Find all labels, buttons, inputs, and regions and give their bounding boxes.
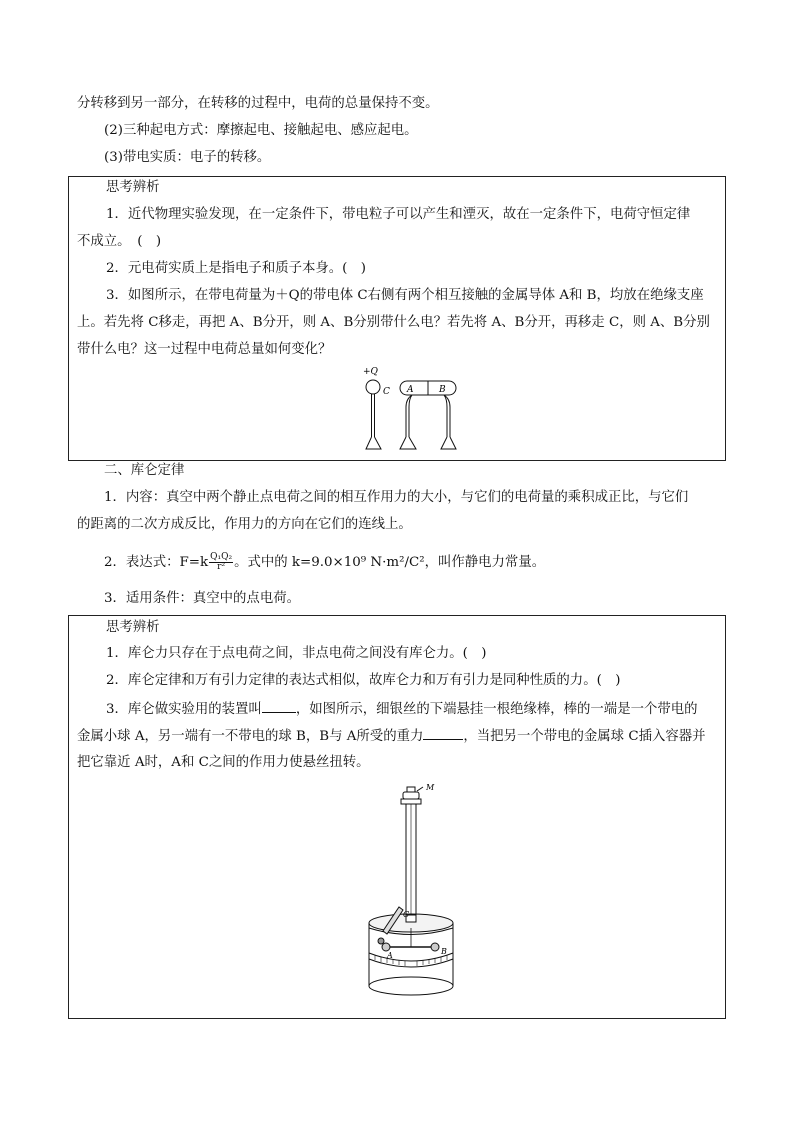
box1-question-1-line-2: 不成立。 ( ) <box>77 234 162 249</box>
intro-line-1: 分转移到另一部分，在转移的过程中，电荷的总量保持不变。 <box>77 96 439 111</box>
expression-prefix: 2．表达式：F=k <box>104 555 209 570</box>
label-m: M <box>426 783 435 792</box>
coulomb-expression <box>104 550 545 576</box>
charged-body-c <box>366 380 380 394</box>
charge-label: +Q <box>363 367 378 377</box>
label-c-rod: C <box>403 910 410 919</box>
ball-a <box>382 943 390 951</box>
expression-numerator: Q₁Q₂ <box>210 552 233 562</box>
expression-denominator: r² <box>217 562 226 572</box>
box2-question-3-line-1 <box>106 700 698 719</box>
torsion-balance-figure <box>359 781 469 1011</box>
label-b-ball: B <box>441 947 447 956</box>
box2-question-2: 2．库仑定律和万有引力定律的表达式相似，故库仑力和万有引力是同种性质的力。( ) <box>106 673 621 688</box>
box2-question-1: 1．库仑力只存在于点电荷之间，非点电荷之间没有库仑力。( ) <box>106 646 487 661</box>
coulomb-conditions: 3．适用条件：真空中的点电荷。 <box>104 591 300 606</box>
answer-blank-gravity[interactable] <box>423 727 463 740</box>
label-a: A <box>407 385 414 395</box>
box1-question-3-line-3: 带什么电？这一过程中电荷总量如何变化？ <box>77 342 332 357</box>
ball-c <box>378 938 384 944</box>
label-b: B <box>439 385 446 395</box>
expression-suffix: 。式中的 k=9.0×10⁹ N·m²/C²，叫作静电力常量。 <box>234 555 546 570</box>
box1-question-3-line-2: 上。若先将 C移走，再把 A、B分开，则 A、B分别带什么电？若先将 A、B分开，再移走 C，则 A、B分别 <box>77 315 710 330</box>
box1-question-2: 2．元电荷实质上是指电子和质子本身。( ) <box>106 261 366 276</box>
intro-line-2: (2)三种起电方式：摩擦起电、接触起电、感应起电。 <box>104 123 418 138</box>
intro-line-3: (3)带电实质：电子的转移。 <box>104 150 271 165</box>
think-box-2-heading: 思考辨析 <box>106 620 160 635</box>
coulomb-content-line-1: 1．内容：真空中两个静止点电荷之间的相互作用力的大小，与它们的电荷量的乘积成正比，与它们 <box>104 490 689 505</box>
coulomb-content-line-2: 的距离的二次方成反比，作用力的方向在它们的连线上。 <box>77 517 412 532</box>
ball-b <box>431 943 439 951</box>
box1-question-1-line-1: 1．近代物理实验发现，在一定条件下，带电粒子可以产生和湮灭，故在一定条件下，电荷守恒定律 <box>106 207 691 222</box>
induction-figure <box>356 365 466 455</box>
box2-question-3-line-2 <box>77 727 706 746</box>
think-box-1 <box>68 176 726 461</box>
answer-blank-device[interactable] <box>262 700 296 713</box>
label-a-ball: A <box>387 951 393 960</box>
box2-question-3-line-3: 把它靠近 A时，A和 C之间的作用力使悬丝扭转。 <box>77 755 370 770</box>
expression-fraction <box>209 553 233 572</box>
think-box-2 <box>68 615 726 1019</box>
box2-q3-text-a: 3．库仑做实验用的装置叫 <box>106 702 262 717</box>
box2-q3-text-b: ，如图所示，细银丝的下端悬挂一根绝缘棒，棒的一端是一个带电的 <box>295 702 698 717</box>
box2-q3-text-d: ，当把另一个带电的金属球 C插入容器并 <box>463 729 706 744</box>
section-2-title: 二、库仑定律 <box>104 463 185 478</box>
box1-question-3-line-1: 3．如图所示，在带电荷量为＋Q的带电体 C右侧有两个相互接触的金属导体 A和 B，均放在绝缘支座 <box>106 288 704 303</box>
think-box-1-heading: 思考辨析 <box>106 180 160 195</box>
label-c: C <box>383 387 390 397</box>
box2-q3-text-c: 金属小球 A，另一端有一不带电的球 B，B与 A所受的重力 <box>77 729 424 744</box>
